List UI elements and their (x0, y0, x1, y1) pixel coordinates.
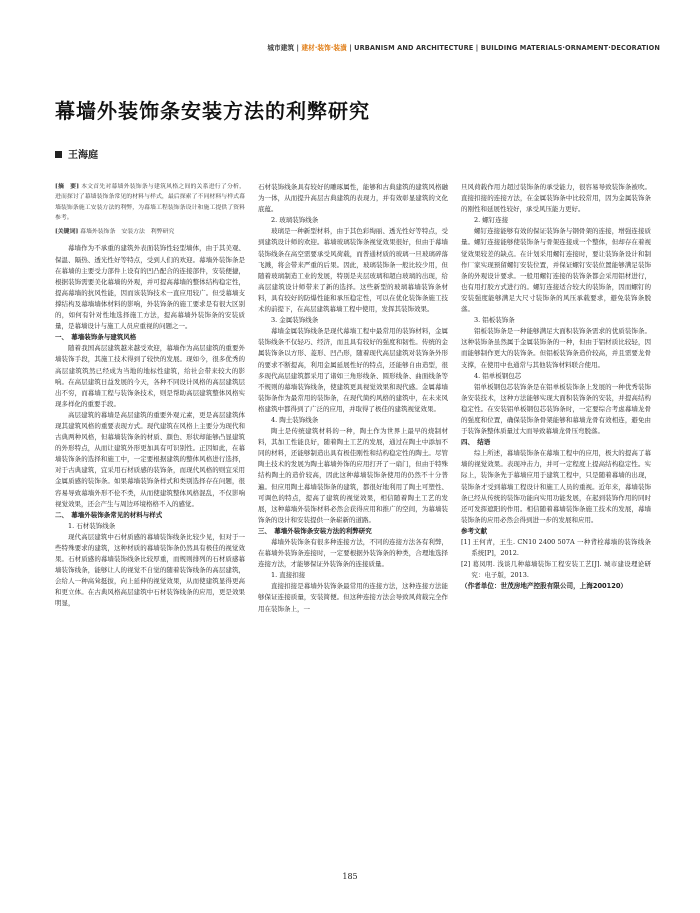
author-name: 王海庭 (68, 150, 98, 161)
paragraph: 高层建筑的幕墙是高层建筑的重要外观元素，更是高层建筑体现其建筑风格的重要表现方式。现代建筑在风格上主要分为现代和古典两种风格，但幕墙装饰条的材质、颜色、形状却能够凸显建筑的外形特点，从而让建筑外形更加具有可识别性。正因如此，在幕墙装饰条的选择和施工中，一定要根据建筑的整体风格进行选择，对于古典建筑，宜采用石材质感的装饰条，而现代风格的则宜采用金属质感的装饰条。如果幕墙装饰条样式和类别选择存在问题，很容易导致幕墙外形不伦不类，从而使建筑整体风格混乱，不仅影响视觉效果，还会产生与周边环境格格不入的感觉。 (55, 410, 245, 508)
paragraph: 幕墙外装饰条有很多种连接方法，不同的连接方法各有利弊，在幕墙外装饰条连接时，一定要根据外装饰条的种类，合理地选择连接方法，才能够保证外装饰条的连接质量。 (258, 538, 448, 569)
paragraph: 玻璃是一种新型材料，由于其色彩绚丽、透光性好等特点，受到建筑设计师的欢迎。幕墙玻璃装饰条视觉效果很好，但由于幕墙装饰线条在高空需要承受风荷载，而普通材质的玻璃一旦玻璃碎落飞溅，将会带来严重的后果。因此，玻璃装饰条一般比较少用，但随着玻璃制造工业的发展，特别是夹层玻璃和超白玻璃的出现，给高层建筑设计师带来了新的选择。这些新型的玻璃幕墙装饰条材料，具有较好的防爆性能和承压稳定性，可以在优化装饰条施工技术的前提下，在高层建筑幕墙工程中使用，发挥其装饰效果。 (258, 227, 448, 314)
paragraph: 综上所述，幕墙装饰条在幕墙工程中的应用，极大的提高了幕墙的视觉效果。表现冲击力，并可一定程度上提高结构稳定性。实际上，装饰条先于幕墙应用于建筑工程中，只是随着幕墙的出现，装饰条才受到幕墙工程设计和施工人员的重视。近年来，幕墙装饰条已经从传统的装饰功能向实用功能发展，在起到装饰作用的同时还可发挥遮阳的作用。相信随着幕墙装饰条施工技术的发展，幕墙装饰条的应用必然会得到进一步的发展和应用。 (461, 449, 651, 524)
subsection-heading: 3. 金属装饰线条 (271, 316, 319, 325)
column-3 (461, 182, 651, 592)
section-heading: 三、 幕墙外装饰条安装方法的利弊研究 (258, 526, 372, 535)
subsection-heading: 1. 石材装饰线条 (68, 521, 116, 530)
abstract-text: 本文首先对幕墙外装饰条与建筑风格之间的关系进行了分析，进而探讨了幕墙装饰条常见的材料与样式，最后探索了不同材料与样式幕墙装饰条施工安装方法的利弊，为幕墙工程装饰条设计和施工提供了资料参考。 (55, 184, 245, 221)
paragraph: 随着我国高层建筑越来越受欢迎，幕墙作为高层建筑的重要外墙装饰手段，其施工技术得到了较快的发展。现如今，很多优秀的高层建筑筑然已经成为当地的地标性建筑，给社会带来较大的影响。在高层建筑日益发展的今天，各种不同设计风格的高层建筑层出不穷，而幕墙工程与装饰条技术，则是帮助高层建筑整体风格实现多样化的重要手段。 (55, 344, 245, 408)
paragraph: 幕墙金属装饰线条是现代幕墙工程中最常用的装饰材料，金属装饰线条不仅轻巧、经济，而且具有较好的强度和韧性。传统的金属装饰条以方形、菱形、凹凸形，随着现代高层建筑对装饰条外形的要求不断提高，利用金属延展性好的特点，还能够自由造型，很多现代高层建筑都采用了诸如三角形线条、圆形线条、曲面线条等不规则的幕墙装饰线条，使建筑更具视觉效果和现代感。金属幕墙装饰条作为最常用的装饰条，在现代简约风格的建筑中，在未来风格建筑中都得到了广泛的应用，并取得了极佳的建筑视觉效果。 (258, 327, 448, 413)
subsection-heading: 2. 螺钉连接 (474, 216, 509, 225)
paragraph: 螺钉连接能够有效的保证装饰条与钢骨架的连接，增强连接质量。螺钉连接能够使装饰条与骨架连接成一个整体，但却存在着视觉效果较差的缺点。在计划采用螺钉连接时，要让装饰条设计和制作厂家实现预留螺钉安装位置，并保证螺钉安装位置能够满足装饰条的外观设计要求。一般用螺钉连接的装饰条都会采用铝材进行，也有用打胶方式进行的。螺钉连接适合较大的装饰条，因而螺钉的安装强度能够满足大尺寸装饰条的风压承载要求，避免装饰条脱落。 (461, 227, 651, 314)
article-title: 幕墙外装饰条安装方法的利弊研究 (55, 99, 370, 123)
keywords-text: 幕墙外装饰条 安装方法 利弊研究 (80, 229, 175, 236)
running-header (267, 42, 660, 52)
paragraph: 直接扣接是幕墙外装饰条最常用的连接方法，这种连接方法能够保证连接质量，安装简便。但这种连接方法会导致风荷载完全作用在装饰条上，一 (258, 582, 448, 613)
keywords (55, 227, 245, 237)
keywords-label: [关键词] (55, 228, 79, 236)
paragraph: 铝板装饰条是一种能够满足大面积装饰条需求的优质装饰条。这种装饰条虽然属于金属装饰条的一种，但由于铝材质比较轻，因而能够制作更大的装饰条。但铝板装饰条造价较高，并且需要龙骨支撑，在使用中也通常与其他装饰材料联合使用。 (461, 327, 651, 369)
paragraph: 铝单板钢包芯装饰条是在铝单板装饰条上发展的一种优秀装饰条安装技术，这种方法能够实现大面积装饰条的安装，并提高结构稳定性。在安装铝单板钢包芯装饰条时，一定要综合考虑幕墙龙骨的强度和位置，确保装饰条骨架能够和幕墙龙骨有效相连，避免由于装饰条整体质量过大而导致幕墙龙骨压弯脱落。 (461, 382, 651, 436)
author-line (55, 146, 98, 161)
paragraph: 现代高层建筑中石材质感的幕墙装饰线条比较少见，但对于一些特殊要求的建筑，这种材质的幕墙装饰条仍然具有极佳的视觉效果。石材质感的幕墙装饰线条比较厚重，而规则排列的石材质感幕墙装饰线条，能够让人的视觉不自觉的随着装饰线条的高层建筑，会给人一种高耸挺拔，向上延伸的视觉效果，从而使建筑显得更高和更立体。在古典风格高层建筑中石材装饰线条的应用，更是效果明显， (55, 532, 245, 608)
subsection-heading: 4. 铝单板钢包芯 (474, 371, 522, 380)
paragraph: 幕墙作为不承重的建筑外表面装饰性轻型墙体，由于其美观、保温、隔热、透光性好等特点，受到人们的欢迎。幕墙外装饰条是在幕墙的主要受力部件上设有的凹凸配合的连接部件，安装便捷，根据装饰需要美化幕墙的外观，并可提高幕墙的整体结构稳定性，提高幕墙的抗风性能，因而该装饰技术一直应用较广。但受幕墙支撑结构及幕墙墙体材料的影响，外装饰条的施工要求是有很大区别的，如何有针对性地选择施工方法，提高幕墙外装饰条的安装质量，是幕墙设计与施工人员应重视的问题之一。 (55, 244, 245, 331)
section-heading: 四、 结语 (461, 438, 491, 447)
page-number: 185 (342, 872, 358, 881)
subsection-heading: 2. 玻璃装饰线条 (271, 216, 319, 225)
references-heading: 参考文献 (461, 526, 487, 535)
header-english: | URBANISM AND ARCHITECTURE | BUILDING MATERIALS·ORNAMENT·DECORATION (346, 44, 660, 52)
paragraph: 陶土是传统建筑材料的一种，陶土作为世界上最早的烧制材料，其加工性能良好，随着陶土工艺的发展，通过在陶土中添加不同的材料，还能够制造出具有极佳刚性和结构稳定性的陶土。尽管陶土技术的发展为陶土幕墙外饰的应用打开了一扇门，但由于特殊结构陶土的造价较高，因此这种幕墙装饰条使用的仍然不十分普遍。但应用陶土幕墙装饰条的建筑，都很好地利用了陶土可塑性、可调色的特点，提高了建筑的视觉效果，相信随着陶土工艺的发展，这种幕墙外装饰材料必然会获得应用和推广的空间，为幕墙装饰条的设计和安装提供一条崭新的道路。 (258, 427, 448, 524)
column-2 (258, 182, 448, 615)
reference-item: [1] 王何青，王生. CN10 2400 507A 一种背栓幕墙的装饰线条系统[P]，2012. (461, 538, 651, 558)
abstract (55, 182, 245, 223)
header-journal: 城市建筑 | (267, 44, 302, 52)
subsection-heading: 1. 直接扣接 (271, 571, 306, 580)
square-bullet-icon (55, 151, 62, 158)
subsection-heading: 4. 陶土装饰线条 (271, 415, 319, 424)
section-heading: 一、 幕墙装饰条与建筑风格 (55, 333, 137, 342)
reference-item: [2] 葛凤明. 浅谈几种幕墙装饰工程安装工艺[J]. 城市建设理论研究：电子版，2013. (461, 560, 651, 580)
header-section: 建材·装饰·装潢 (301, 44, 347, 52)
abstract-label: [摘 要] (55, 183, 79, 190)
paragraph: 石材装饰线条具有较好的雕琢属性，能够和古典建筑的建筑风格融为一体，从而提升高层古典建筑的表现力，并有效彰显建筑的文化底蕴。 (258, 183, 448, 214)
subsection-heading: 3. 铝板装饰条 (474, 316, 515, 325)
paragraph: 旦风荷载作用力超过装饰条的承受能力，很容易导致装饰条被吹。直接扣接的连接方法，在金属装饰条中比较常用，因为金属装饰条的刚性和延展性较好，承受风压能力更好。 (461, 183, 651, 214)
author-affiliation: （作者单位：世茂房地产控股有限公司，上海200120） (461, 582, 627, 591)
section-heading: 二、 幕墙外装饰条常见的材料与样式 (55, 510, 163, 519)
column-1 (55, 182, 245, 610)
